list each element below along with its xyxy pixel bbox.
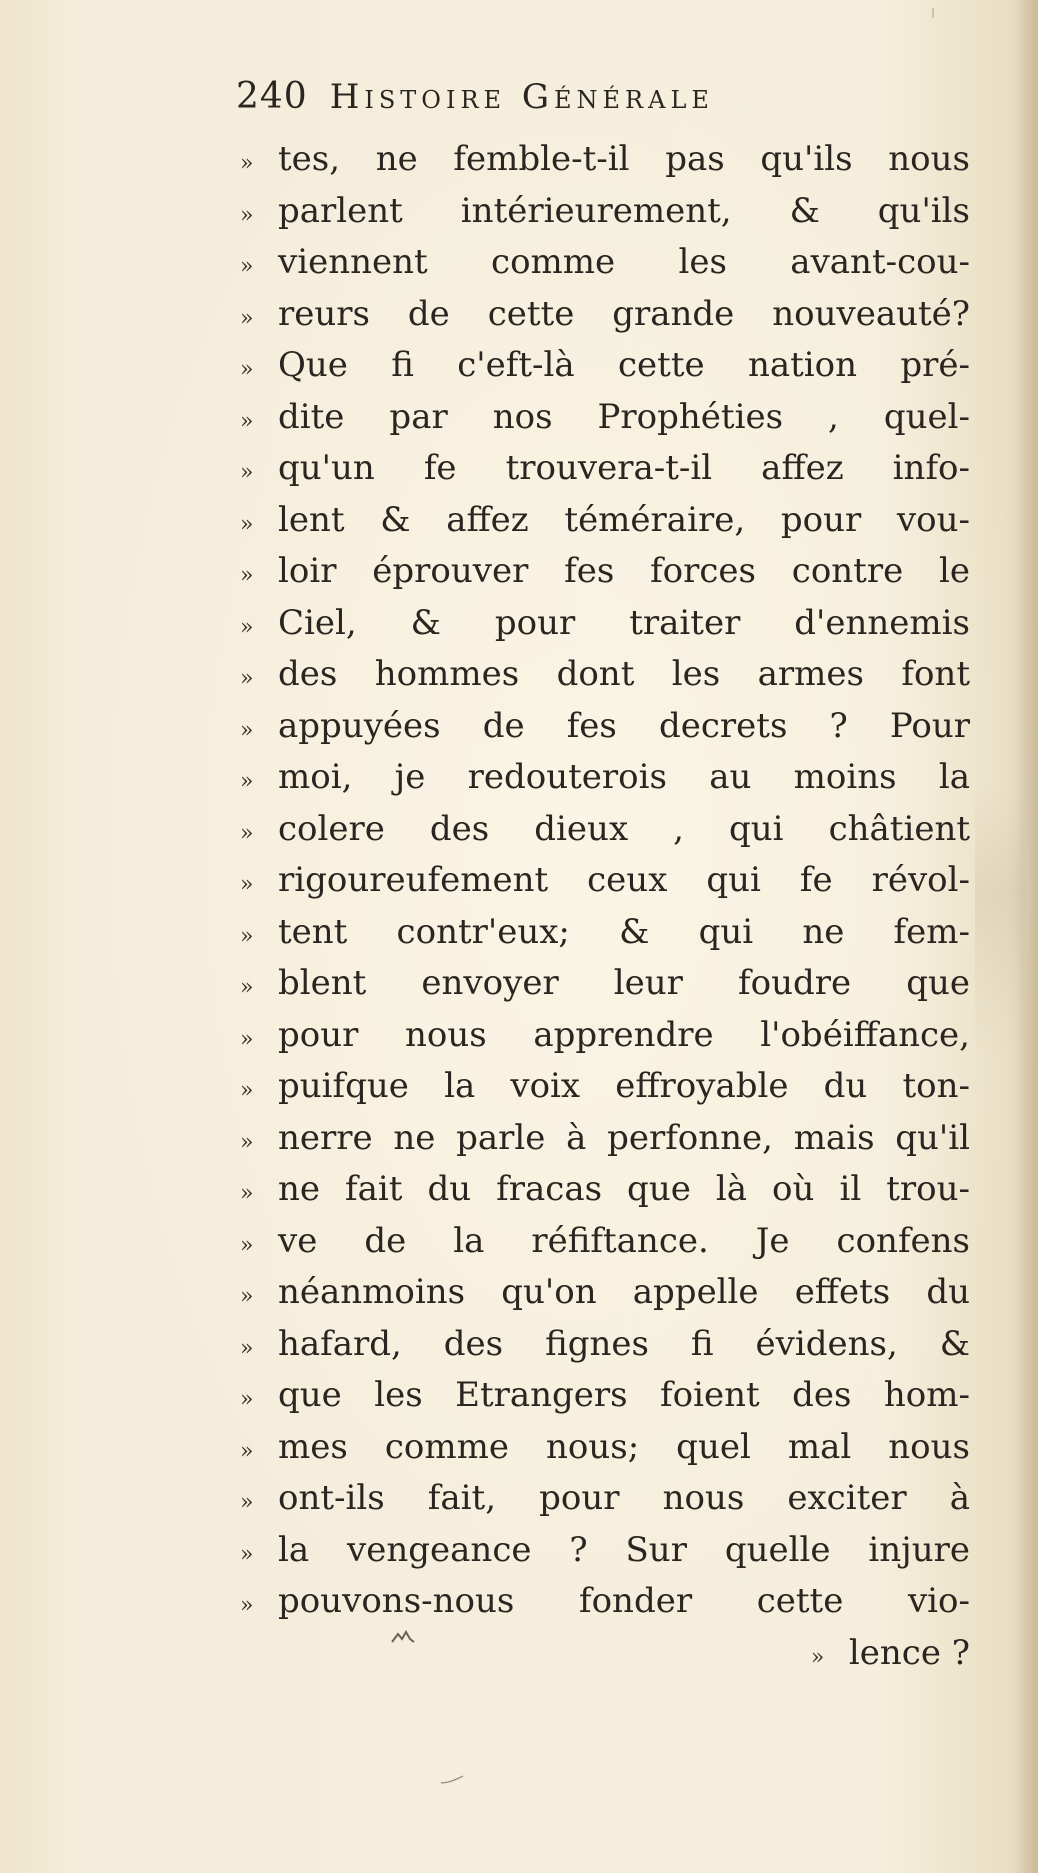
text-line xyxy=(240,701,970,752)
guillemet-mark: » xyxy=(240,305,254,331)
text-line xyxy=(240,958,970,1009)
guillemet-mark: » xyxy=(240,1541,254,1567)
text-line xyxy=(240,1422,970,1473)
guillemet-mark: » xyxy=(240,1026,254,1052)
text-line xyxy=(240,495,970,546)
text-line xyxy=(240,340,970,391)
guillemet-mark: » xyxy=(240,614,254,640)
text-line xyxy=(240,1267,970,1318)
guillemet-mark: » xyxy=(240,666,254,691)
text-line xyxy=(240,1113,970,1164)
guillemet-mark: » xyxy=(240,769,254,794)
text-line xyxy=(240,855,970,906)
line-text: pouvons-nous fonder cette vio- xyxy=(278,1581,970,1621)
line-text: rigoureufement ceux qui fe révol- xyxy=(278,860,970,900)
running-head: Histoire Générale xyxy=(329,77,714,117)
text-line xyxy=(240,1576,970,1627)
guillemet-mark: » xyxy=(240,1284,254,1309)
page-number: 240 xyxy=(236,76,308,117)
line-text: nerre ne parle à perfonne, mais qu'il xyxy=(278,1117,970,1158)
body-text xyxy=(240,134,970,1673)
line-text: hafard, des fignes fi évidens, & xyxy=(278,1323,970,1364)
text-line xyxy=(240,1061,970,1112)
text-line xyxy=(240,546,970,597)
guillemet-mark: » xyxy=(240,975,254,1000)
line-text: pour nous apprendre l'obéiffance, xyxy=(278,1014,970,1055)
line-text: dite par nos Prophéties , quel- xyxy=(278,396,970,437)
line-text: tent contr'eux; & qui ne fem- xyxy=(278,911,970,952)
guillemet-mark: » xyxy=(240,1232,254,1258)
line-text: Ciel, & pour traiter d'ennemis xyxy=(278,602,970,643)
line-text: que les Etrangers foient des hom- xyxy=(278,1375,970,1415)
text-line-final xyxy=(240,1628,970,1679)
guillemet-mark: » xyxy=(240,1129,254,1155)
show-through-stain xyxy=(975,780,1025,1060)
text-line xyxy=(240,1370,970,1421)
guillemet-mark: » xyxy=(240,357,254,382)
guillemet-mark: » xyxy=(240,460,254,485)
line-text: ve de la réfiftance. Je confens xyxy=(278,1220,970,1261)
guillemet-mark: » xyxy=(240,1078,254,1103)
guillemet-mark: » xyxy=(240,872,254,897)
guillemet-mark: » xyxy=(240,923,254,949)
line-text: viennent comme les avant-cou- xyxy=(278,242,970,282)
paper-speck xyxy=(930,8,936,18)
line-text: mes comme nous; quel mal nous xyxy=(278,1426,970,1467)
line-text: lent & affez téméraire, pour vou- xyxy=(278,499,970,540)
line-text: des hommes dont les armes font xyxy=(278,654,970,694)
text-line xyxy=(240,752,970,803)
guillemet-mark: » xyxy=(240,1335,254,1361)
text-line xyxy=(240,1164,970,1215)
line-text: colere des dieux , qui châtient xyxy=(278,808,970,849)
line-text: blent envoyer leur foudre que xyxy=(278,963,970,1003)
line-text: lence ? xyxy=(848,1632,970,1673)
guillemet-mark: » xyxy=(240,1593,254,1618)
guillemet-mark: » xyxy=(240,202,254,228)
guillemet-mark: » xyxy=(240,151,254,176)
guillemet-mark: » xyxy=(240,717,254,743)
text-line xyxy=(240,1319,970,1370)
guillemet-mark: » xyxy=(240,1438,254,1464)
line-text: néanmoins qu'on appelle effets du xyxy=(278,1272,970,1312)
line-text: la vengeance ? Sur quelle injure xyxy=(278,1529,970,1570)
text-line xyxy=(240,186,970,237)
line-text: puifque la voix effroyable du ton- xyxy=(278,1066,970,1106)
text-line xyxy=(240,392,970,443)
line-text: parlent intérieurement, & qu'ils xyxy=(278,190,970,231)
text-line xyxy=(240,443,970,494)
line-text: qu'un fe trouvera-t-il affez info- xyxy=(278,448,970,488)
guillemet-mark: » xyxy=(240,563,254,588)
text-line xyxy=(240,1010,970,1061)
line-text: tes, ne femble-t-il pas qu'ils nous xyxy=(278,139,970,179)
text-line xyxy=(240,289,970,340)
guillemet-mark: » xyxy=(240,1181,254,1206)
line-text: loir éprouver fes forces contre le xyxy=(278,551,970,591)
guillemet-mark: » xyxy=(240,1387,254,1412)
text-line xyxy=(240,907,970,958)
page-header xyxy=(236,76,916,128)
guillemet-mark: » xyxy=(810,1644,825,1670)
line-text: ont-ils fait, pour nous exciter à xyxy=(278,1478,970,1518)
line-text: ne fait du fracas que là où il trou- xyxy=(278,1169,970,1209)
line-text: moi, je redouterois au moins la xyxy=(278,757,970,797)
guillemet-mark: » xyxy=(240,511,254,537)
text-line xyxy=(240,1525,970,1576)
guillemet-mark: » xyxy=(240,1490,254,1515)
ink-flourish xyxy=(440,1775,464,1785)
text-line xyxy=(240,134,970,185)
text-line xyxy=(240,649,970,700)
text-line xyxy=(240,1473,970,1524)
text-line xyxy=(240,1216,970,1267)
line-text: reurs de cette grande nouveauté? xyxy=(278,293,970,334)
line-text: appuyées de fes decrets ? Pour xyxy=(278,705,970,746)
line-text: Que fi c'eft-là cette nation pré- xyxy=(278,345,970,385)
text-line xyxy=(240,804,970,855)
guillemet-mark: » xyxy=(240,820,254,846)
printer-ornament xyxy=(390,1630,416,1644)
guillemet-mark: » xyxy=(240,254,254,279)
guillemet-mark: » xyxy=(240,408,254,434)
text-line xyxy=(240,237,970,288)
text-line xyxy=(240,598,970,649)
